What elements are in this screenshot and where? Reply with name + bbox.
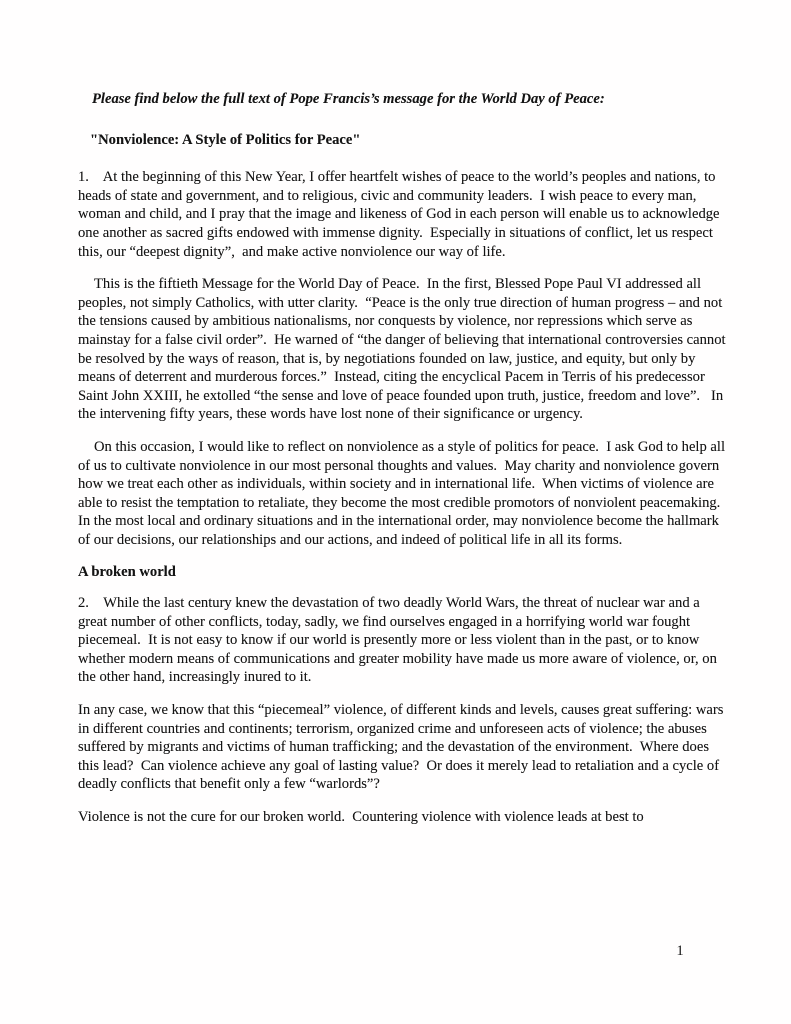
intro-line: Please find below the full text of Pope Francis’s message for the World Day of Peace: <box>92 91 605 107</box>
paragraph-2: This is the fiftieth Message for the World Day of Peace. In the first, Blessed Pope Paul VI addressed all peoples, not simply Catholics, with utter clarity. “Peace is the only true direction of human progress – and not the tensions caused by ambitious nationalisms, nor conquests by violence, nor repressions which serve as mainstay for a false civil order”. He warned of “the danger of believing that international controversies cannot be resolved by the ways of reason, that is, by negotiations founded on law, justice, and equity, but only by means of deterrent and murderous forces.” Instead, citing the encyclical Pacem in Terris of his predecessor Saint John XXIII, he extolled “the sense and love of peace founded upon truth, justice, freedom and love”. In the intervening fifty years, these words have lost none of their significance or urgency. <box>78 276 730 423</box>
page-number: 1 <box>676 943 684 959</box>
document-title: "Nonviolence: A Style of Politics for Peace" <box>90 131 361 148</box>
paragraph-4: 2. While the last century knew the devastation of two deadly World Wars, the threat of nuclear war and a great number of other conflicts, today, sadly, we find ourselves engaged in a horrifying world war fought piecemeal. It is not easy to know if our world is presently more or less violent than in the past, or to know whether modern means of communications and greater mobility have made us more aware of violence, or, on the other hand, increasingly inured to it. <box>78 595 721 686</box>
document-body <box>78 90 728 841</box>
paragraph-5: In any case, we know that this “piecemeal” violence, of different kinds and levels, causes great suffering: wars in different countries and continents; terrorism, organized crime and unforeseen acts of violence; the abuses suffered by migrants and victims of human trafficking; and the devastation of the environment. Where does this lead? Can violence achieve any goal of lasting value? Or does it merely lead to retaliation and a cycle of deadly conflicts that benefit only a few “warlords”? <box>78 702 728 793</box>
paragraph-6: Violence is not the cure for our broken world. Countering violence with violence leads at best to <box>78 809 644 825</box>
paragraph-1: 1. At the beginning of this New Year, I offer heartfelt wishes of peace to the world’s peoples and nations, to heads of state and government, and to religious, civic and community leaders. I wish peace to every man, woman and child, and I pray that the image and likeness of God in each person will enable us to acknowledge one another as sacred gifts endowed with immense dignity. Especially in situations of conflict, let us respect this, our “deepest dignity”, and make active nonviolence our way of life. <box>78 169 724 260</box>
paragraph-3: On this occasion, I would like to reflect on nonviolence as a style of politics for peace. I ask God to help all of us to cultivate nonviolence in our most personal thoughts and values. May charity and nonviolence govern how we treat each other as individuals, within society and in international life. When victims of violence are able to resist the temptation to retaliate, they become the most credible promotors of nonviolent peacemaking. In the most local and ordinary situations and in the international order, may nonviolence become the hallmark of our decisions, our relationships and our actions, and indeed of political life in all its forms. <box>78 438 729 548</box>
section-heading-a-broken-world: A broken world <box>78 564 176 581</box>
